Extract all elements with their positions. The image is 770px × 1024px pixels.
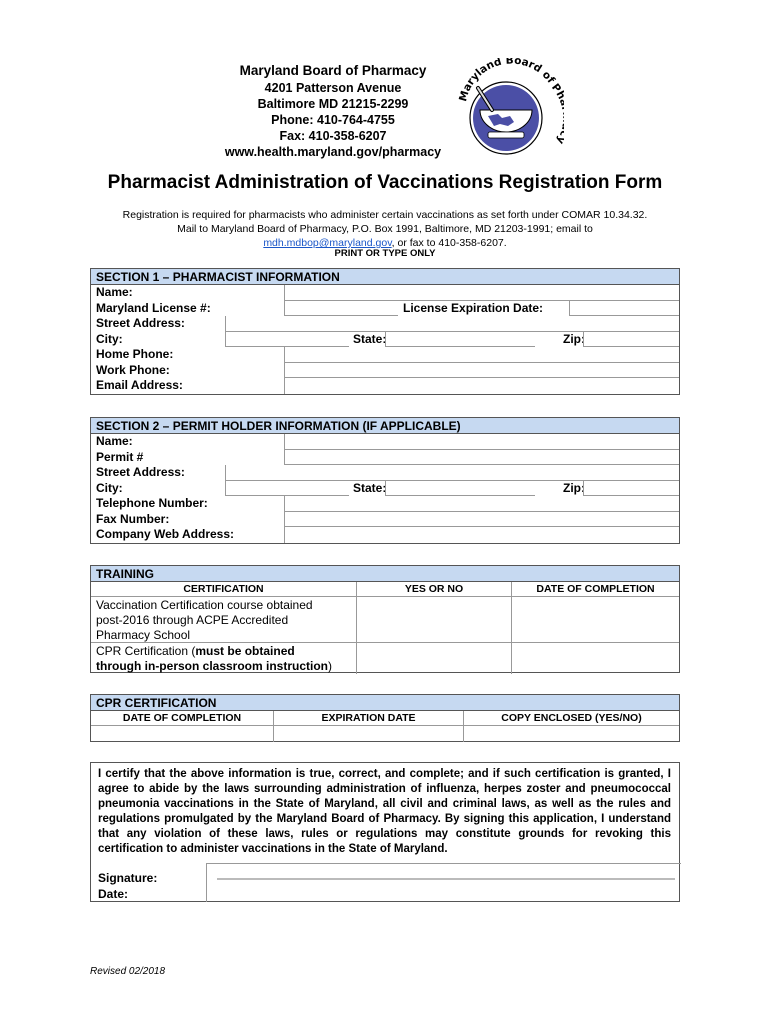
col-certification: CERTIFICATION xyxy=(183,583,264,595)
col-cpr-date: DATE OF COMPLETION xyxy=(122,712,242,724)
vaccination-cert-text xyxy=(91,597,356,642)
address-line1: 4201 Patterson Avenue xyxy=(264,81,402,95)
intro-line1: Registration is required for pharmacists who administer certain vaccinations as set forth under COMAR 10.34.32. xyxy=(122,209,648,221)
col-date-completion: DATE OF COMPLETION xyxy=(511,582,679,596)
section2-heading: SECTION 2 – PERMIT HOLDER INFORMATION (IF APPLICABLE) xyxy=(91,418,679,434)
s1-street-label: Street Address: xyxy=(96,316,185,330)
s2-city-field[interactable] xyxy=(225,481,349,497)
intro-line2: Mail to Maryland Board of Pharmacy, P.O. Box 1991, Baltimore, MD 21203-1991; email to xyxy=(177,223,593,235)
cpr-entry-row xyxy=(91,726,679,742)
row1-line1: Vaccination Certification course obtained xyxy=(96,598,313,612)
s1-name-field[interactable] xyxy=(284,285,679,301)
s1-city-label: City: xyxy=(96,331,123,346)
s1-license-row xyxy=(91,301,679,317)
s1-city-field[interactable] xyxy=(225,332,349,348)
training-table xyxy=(90,565,680,673)
s1-street-field[interactable] xyxy=(225,316,679,332)
training-row-cpr xyxy=(91,643,679,674)
s1-state-field[interactable] xyxy=(385,332,535,348)
s2-web-field[interactable] xyxy=(284,527,679,543)
fax: Fax: 410-358-6207 xyxy=(279,129,387,143)
print-note: PRINT OR TYPE ONLY xyxy=(334,248,436,259)
s2-fax-row xyxy=(91,512,679,528)
cpr-cert-text xyxy=(91,643,356,674)
cpr-certification-table xyxy=(90,694,680,742)
s1-license-exp-label: License Expiration Date: xyxy=(403,300,544,315)
s1-city-row xyxy=(91,332,679,348)
s1-name-label: Name: xyxy=(96,285,133,299)
s2-city-label: City: xyxy=(96,480,123,495)
row2-bold1: must be obtained xyxy=(195,644,295,658)
s2-state-label: State: xyxy=(353,480,387,495)
s1-home-phone-field[interactable] xyxy=(284,347,679,363)
section1-pharmacist-info xyxy=(90,268,680,395)
s1-zip-label: Zip: xyxy=(563,331,585,346)
training-header-row xyxy=(91,582,679,597)
s2-fax-label: Fax Number: xyxy=(96,511,170,526)
cpr-expiration-field[interactable] xyxy=(273,726,463,742)
s2-telephone-label: Telephone Number: xyxy=(96,496,208,510)
cpr-copy-field[interactable] xyxy=(463,726,679,742)
row1-line3: Pharmacy School xyxy=(96,628,191,642)
s1-license-label: Maryland License #: xyxy=(96,300,211,315)
s2-zip-field[interactable] xyxy=(583,481,679,497)
s1-email-label: Email Address: xyxy=(96,378,183,392)
training-heading: TRAINING xyxy=(91,566,679,582)
intro-line3: , or fax to 410-358-6207. xyxy=(391,237,507,249)
cpr-heading: CPR CERTIFICATION xyxy=(91,695,679,711)
phone: Phone: 410-764-4755 xyxy=(271,113,395,127)
training-row-vaccination xyxy=(91,597,679,643)
cpr-yes-no-field[interactable] xyxy=(356,643,511,674)
s2-fax-field[interactable] xyxy=(284,512,679,528)
s1-license-field[interactable] xyxy=(284,301,398,317)
s2-state-field[interactable] xyxy=(385,481,535,497)
certification-statement: I certify that the above information is true, correct, and complete; and if such certification is granted, I agree to abide by the laws surrounding administration of influenza, herpes zoster and pneumococcal pneumonia vaccinations in the State of Maryland, all civil and criminal laws, as well as the rules and regulations promulgated by the Maryland Board of Pharmacy. By signing this application, I understand that any violation of these laws, rules or regulations may constitute grounds for revoking this certification to administer vaccinations in the State of Maryland. xyxy=(98,768,671,855)
certification-box xyxy=(90,762,680,902)
s2-name-field[interactable] xyxy=(284,434,679,450)
website: www.health.maryland.gov/pharmacy xyxy=(224,145,442,159)
intro-text xyxy=(80,208,690,250)
section1-heading: SECTION 1 – PHARMACIST INFORMATION xyxy=(91,269,679,285)
s1-home-phone-label: Home Phone: xyxy=(96,347,174,361)
svg-text:Maryland Board of Pharmacy: Maryland Board of P xyxy=(457,58,564,103)
signature-field[interactable] xyxy=(206,863,681,902)
date-label: Date: xyxy=(98,887,129,901)
s2-web-row xyxy=(91,527,679,543)
s2-telephone-field[interactable] xyxy=(284,496,679,512)
s2-permit-row xyxy=(91,450,679,466)
s1-email-row xyxy=(91,378,679,394)
s2-name-label: Name: xyxy=(96,434,133,448)
s1-name-row xyxy=(91,285,679,301)
cpr-header-row xyxy=(91,711,679,726)
s2-telephone-row xyxy=(91,496,679,512)
s2-street-row xyxy=(91,465,679,481)
signature-line xyxy=(217,878,675,880)
row1-line2: post-2016 through ACPE Accredited xyxy=(96,613,289,627)
cpr-date-field[interactable] xyxy=(511,643,679,674)
email-link[interactable]: mdh.mdbop@maryland.gov xyxy=(263,237,392,249)
s1-work-phone-label: Work Phone: xyxy=(96,362,170,377)
s2-street-label: Street Address: xyxy=(96,465,185,479)
s1-state-label: State: xyxy=(353,331,387,346)
s1-home-phone-row xyxy=(91,347,679,363)
s2-zip-label: Zip: xyxy=(563,480,585,495)
col-cpr-copy: COPY ENCLOSED (YES/NO) xyxy=(463,711,679,725)
s2-permit-label: Permit # xyxy=(96,449,144,464)
col-yes-no: YES OR NO xyxy=(356,582,511,596)
col-cpr-expiration: EXPIRATION DATE xyxy=(273,711,463,725)
signature-label: Signature: xyxy=(98,871,158,885)
s2-permit-field[interactable] xyxy=(284,450,679,466)
org-name: Maryland Board of Pharmacy xyxy=(239,63,427,78)
address-line2: Baltimore MD 21215-2299 xyxy=(257,97,409,111)
s2-name-row xyxy=(91,434,679,450)
s1-license-exp-field[interactable] xyxy=(569,301,679,317)
row2-suffix: ) xyxy=(328,659,333,673)
s2-city-row xyxy=(91,481,679,497)
s1-work-phone-field[interactable] xyxy=(284,363,679,379)
board-seal-logo xyxy=(452,58,564,162)
row2-bold2: through in-person classroom instruction xyxy=(96,659,329,673)
row2-prefix: CPR Certification ( xyxy=(96,644,196,658)
s1-work-phone-row xyxy=(91,363,679,379)
vaccination-yes-no-field[interactable] xyxy=(356,597,511,642)
s1-street-row xyxy=(91,316,679,332)
vaccination-date-field[interactable] xyxy=(511,597,679,642)
s1-email-field[interactable] xyxy=(284,378,679,394)
cpr-date-field[interactable] xyxy=(91,726,273,742)
s2-web-label: Company Web Address: xyxy=(96,527,235,541)
section2-permit-holder-info xyxy=(90,417,680,544)
s2-street-field[interactable] xyxy=(225,465,679,481)
form-title: Pharmacist Administration of Vaccinations Registration Form xyxy=(107,172,663,193)
revised-date: Revised 02/2018 xyxy=(90,966,166,977)
s1-zip-field[interactable] xyxy=(583,332,679,348)
